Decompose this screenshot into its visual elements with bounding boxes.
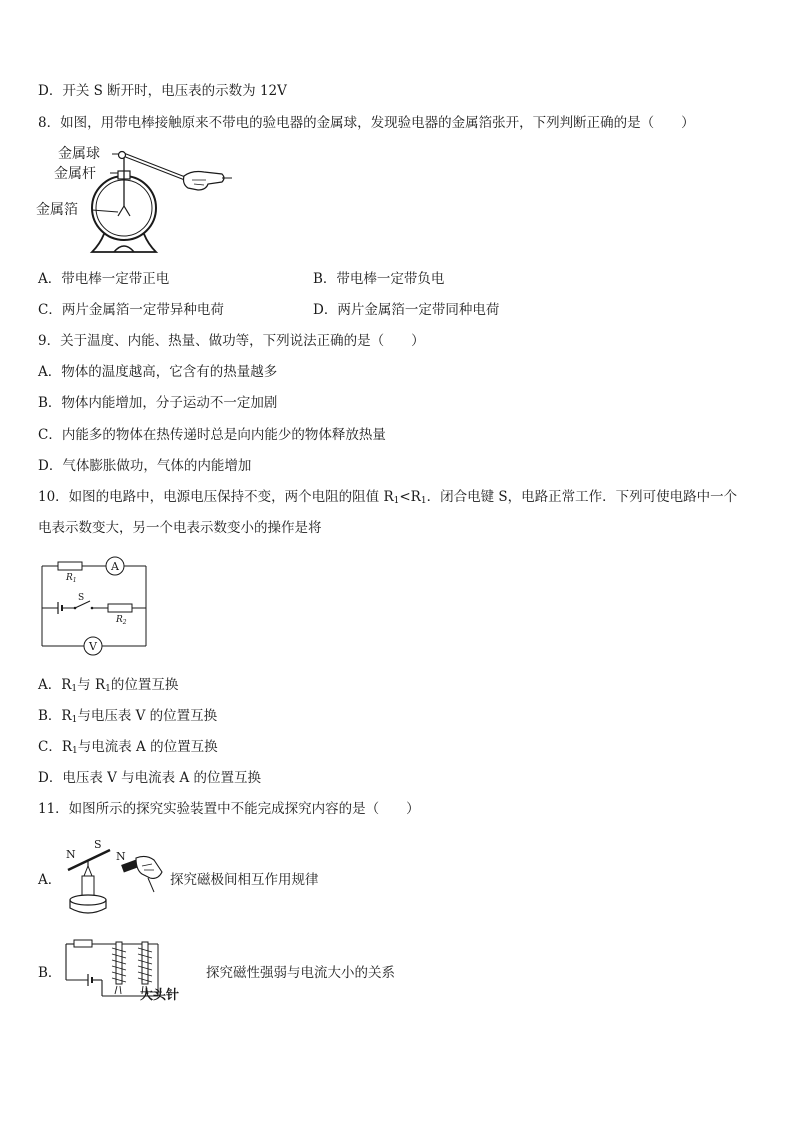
- pole-n-right: N: [116, 850, 126, 863]
- q11-option-a-letter: A．: [38, 872, 62, 888]
- pole-n-left: N: [66, 848, 76, 861]
- q9-option-d: D．气体膨胀做功，气体的内能增加: [38, 458, 252, 474]
- q10-stem-line1: 10．如图的电路中，电源电压保持不变，两个电阻的阻值 $R_1<R_1$．闭合电键 S，电路正常工作．下列可使电路中一个: [38, 489, 738, 506]
- q10-option-b: B．$R_1$与电压表 V 的位置互换: [38, 708, 218, 725]
- circuit-figure: [38, 552, 150, 658]
- q8-option-c: C．两片金属箔一定带异种电荷: [38, 302, 224, 318]
- electromagnet-figure: [62, 936, 202, 1004]
- ammeter-label: A: [111, 560, 119, 573]
- r2-label: $R_2$: [116, 615, 127, 626]
- q10-option-d: D．电压表 V 与电流表 A 的位置互换: [38, 770, 261, 786]
- q8-option-d: D．两片金属箔一定带同种电荷: [313, 302, 500, 318]
- q11-option-b-letter: B．: [38, 965, 62, 981]
- label-metal-rod: 金属杆: [54, 166, 96, 182]
- magnet-poles-figure: [62, 836, 172, 920]
- q7-option-d: D．开关 S 断开时，电压表的示数为 12V: [38, 83, 287, 99]
- q11-option-a-text: 探究磁极间相互作用规律: [170, 872, 319, 888]
- q8-option-a: A．带电棒一定带正电: [38, 271, 170, 287]
- r1-label: $R_1$: [66, 573, 77, 584]
- q11-stem: 11．如图所示的探究实验装置中不能完成探究内容的是（ ）: [38, 801, 420, 817]
- q10-stem-line2: 电表示数变大，另一个电表示数变小的操作是将: [38, 520, 322, 536]
- q8-stem: 8．如图，用带电棒接触原来不带电的验电器的金属球，发现验电器的金属箔张开，下列判断正确的是（ ）: [38, 115, 695, 131]
- q9-option-c: C．内能多的物体在热传递时总是向内能少的物体释放热量: [38, 427, 386, 443]
- label-metal-ball: 金属球: [58, 146, 100, 162]
- q9-option-b: B．物体内能增加，分子运动不一定加剧: [38, 395, 278, 411]
- switch-label: S: [78, 593, 85, 603]
- pole-s: S: [94, 838, 102, 851]
- electroscope-figure: [34, 140, 234, 258]
- q9-option-a: A．物体的温度越高，它含有的热量越多: [38, 364, 278, 380]
- voltmeter-label: V: [89, 640, 97, 653]
- q11-option-b-text: 探究磁性强弱与电流大小的关系: [206, 965, 395, 981]
- q10-option-c: C．$R_1$与电流表 A 的位置互换: [38, 739, 218, 756]
- q8-option-b: B．带电棒一定带负电: [313, 271, 445, 287]
- q10-option-a: A．$R_1$与 $R_1$的位置互换: [38, 677, 179, 694]
- q9-stem: 9．关于温度、内能、热量、做功等，下列说法正确的是（ ）: [38, 333, 425, 349]
- pins-label-text: 大头针: [140, 988, 180, 1003]
- label-metal-foil: 金属箔: [36, 202, 78, 218]
